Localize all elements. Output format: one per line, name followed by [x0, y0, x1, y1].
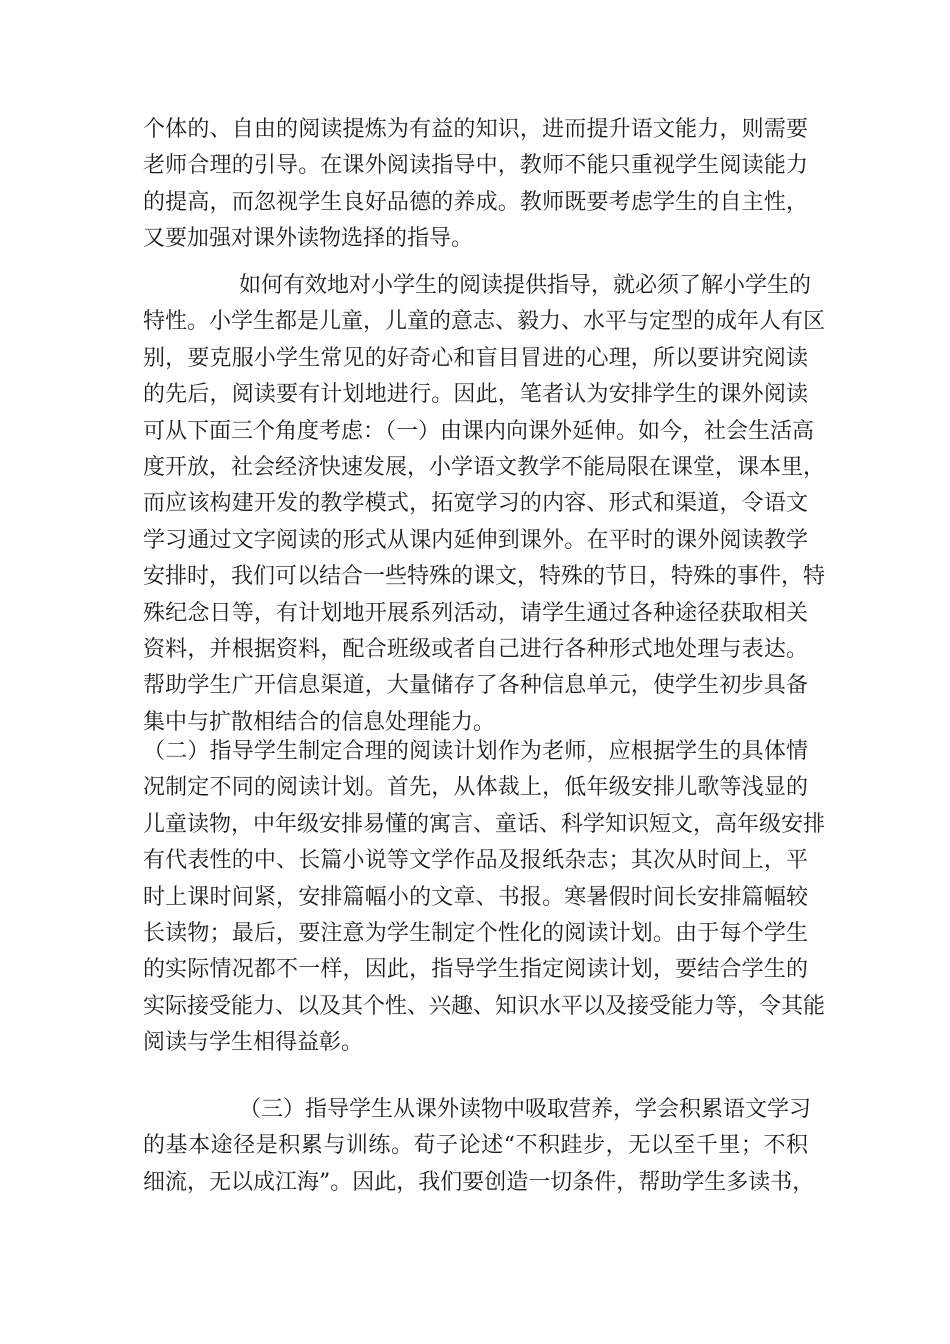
paragraph-2-line: 可从下面三个角度考虑：（一）由课内向课外延伸。如今，社会生活高: [143, 418, 815, 444]
paragraph-3-line: 的实际情况都不一样，因此，指导学生指定阅读计划，要结合学生的: [143, 957, 808, 983]
paragraph-2-line: 殊纪念日等，有计划地开展系列活动，请学生通过各种途径获取相关: [143, 600, 808, 626]
paragraph-3-line: 有代表性的中、长篇小说等文学作品及报纸杂志；其次从时间上，平: [143, 848, 808, 874]
paragraph-2-line: 度开放，社会经济快速发展，小学语文教学不能局限在课堂，课本里，: [143, 454, 826, 480]
paragraph-4-line: 的基本途径是积累与训练。荀子论述“不积跬步，无以至千里；不积: [143, 1133, 808, 1159]
paragraph-4: [143, 1092, 815, 1201]
paragraph-1-line: 老师合理的引导。在课外阅读指导中，教师不能只重视学生阅读能力: [143, 153, 808, 179]
paragraph-4-line: （三）指导学生从课外读物中吸取营养，学会积累语文学习: [239, 1097, 812, 1122]
paragraph-2-line: 帮助学生广开信息渠道，大量储存了各种信息单元，使学生初步具备: [143, 673, 808, 699]
paragraph-2-line: 集中与扩散相结合的信息处理能力。: [143, 709, 496, 735]
paragraph-3-line: 长读物；最后，要注意为学生制定个性化的阅读计划。由于每个学生: [143, 920, 808, 946]
paragraph-3-line: 阅读与学生相得益彰。: [143, 1030, 364, 1056]
paragraph-2-line: 而应该构建开发的教学模式，拓宽学习的内容、形式和渠道，令语文: [143, 491, 808, 517]
paragraph-1-line: 的提高，而忽视学生良好品德的养成。教师既要考虑学生的自主性，: [143, 189, 808, 215]
paragraph-3-line: 时上课时间紧，安排篇幅小的文章、书报。寒暑假时间长安排篇幅较: [143, 884, 808, 910]
paragraph-2-line: 特性。小学生都是儿童，儿童的意志、毅力、水平与定型的成年人有区: [143, 309, 826, 335]
paragraph-2-line: 安排时，我们可以结合一些特殊的课文，特殊的节日，特殊的事件，特: [143, 564, 826, 590]
paragraph-2-line: 学习通过文字阅读的形式从课内延伸到课外。在平时的课外阅读教学: [143, 527, 808, 553]
paragraph-1-line: 个体的、自由的阅读提炼为有益的知识，进而提升语文能力，则需要: [143, 117, 808, 142]
paragraph-1: [143, 112, 808, 258]
paragraph-1-line: 又要加强对课外读物选择的指导。: [143, 226, 474, 252]
paragraph-2-line: 别，要克服小学生常见的好奇心和盲目冒进的心理，所以要讲究阅读: [143, 345, 808, 371]
paragraph-2-line: 如何有效地对小学生的阅读提供指导，就必须了解小学生的: [239, 273, 812, 298]
paragraph-3-line: 实际接受能力、以及其个性、兴趣、知识水平以及接受能力等，令其能: [143, 993, 826, 1019]
paragraph-2: [143, 268, 826, 741]
paragraph-2-line: 资料，并根据资料，配合班级或者自己进行各种形式地处理与表达。: [143, 636, 808, 662]
paragraph-2-line: 的先后，阅读要有计划地进行。因此，笔者认为安排学生的课外阅读: [143, 382, 808, 408]
paragraph-3-line: 儿童读物，中年级安排易懂的寓言、童话、科学知识短文，高年级安排: [143, 811, 826, 837]
paragraph-3: [143, 734, 826, 1062]
paragraph-3-line: 况制定不同的阅读计划。首先，从体裁上，低年级安排儿歌等浅显的: [143, 775, 808, 801]
paragraph-3-line: （二）指导学生制定合理的阅读计划作为老师，应根据学生的具体情: [143, 739, 808, 764]
paragraph-4-line: 细流，无以成江海”。因此，我们要创造一切条件，帮助学生多读书，: [143, 1169, 815, 1195]
